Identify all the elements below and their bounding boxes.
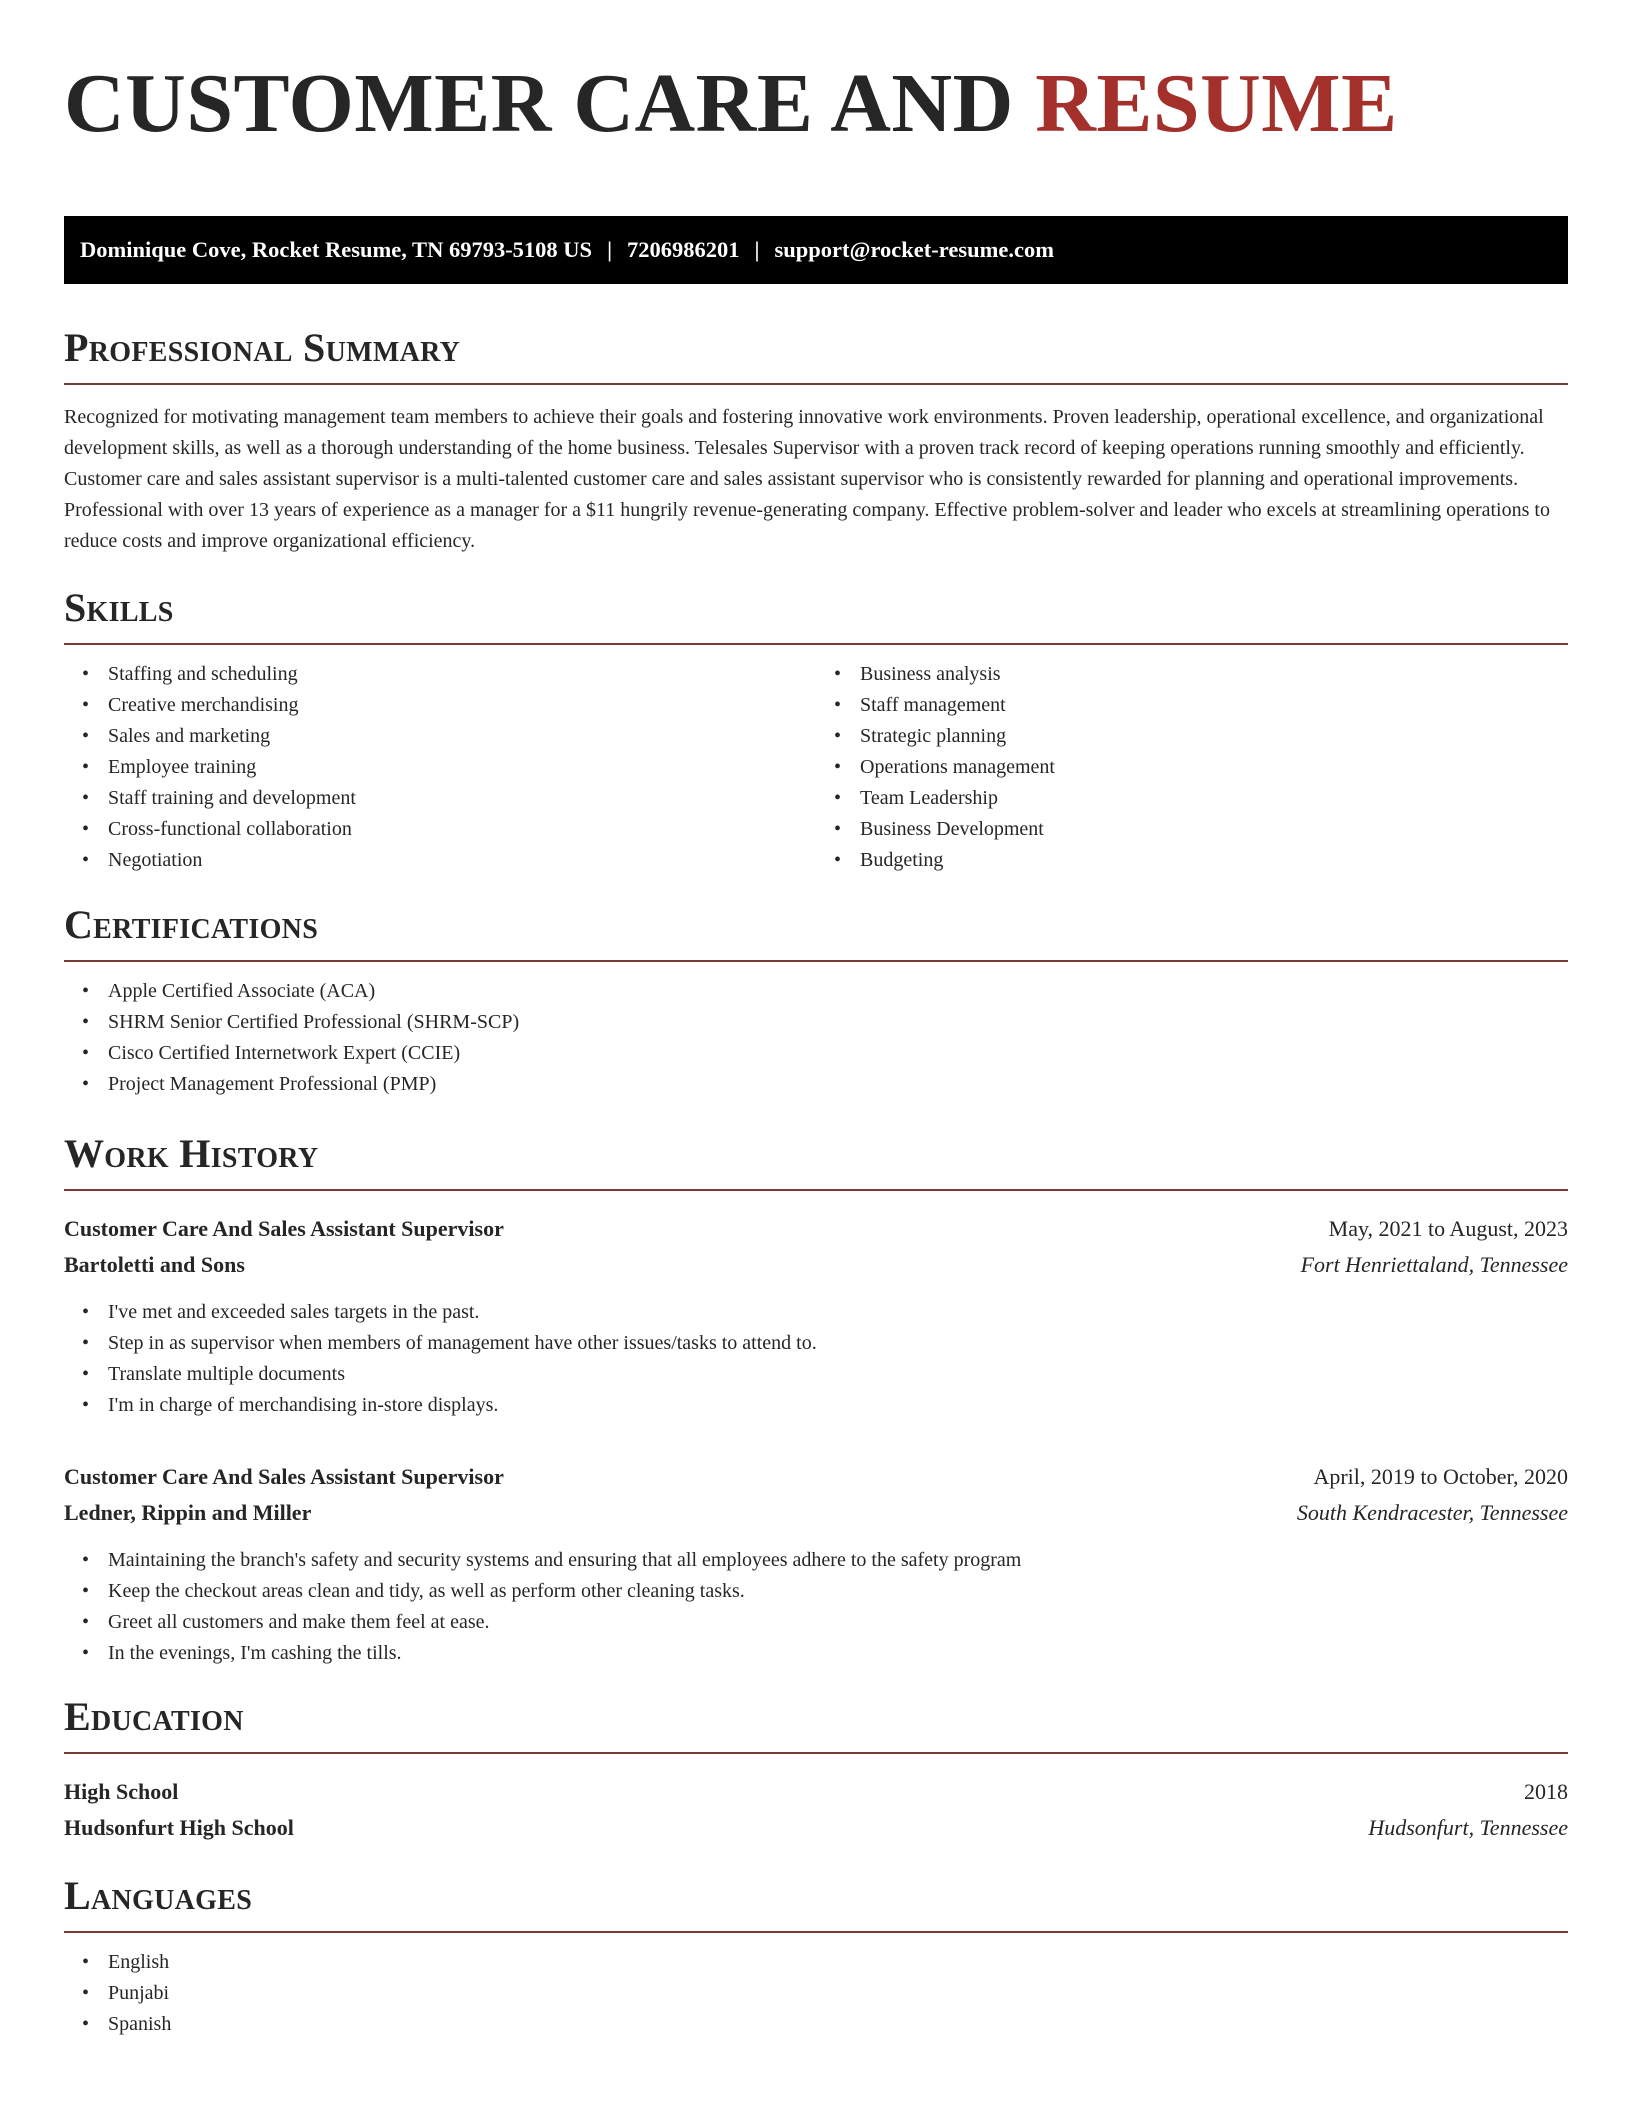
skill-item: • Creative merchandising [108,690,816,721]
job-role: Customer Care And Sales Assistant Supervisor [64,1216,504,1241]
education-school-row [64,1810,1568,1846]
languages-list [64,1947,1568,2040]
summary-title: Professional Summary [64,325,461,370]
summary-section [64,322,1568,557]
job-entry [64,1211,1568,1421]
skill-item: • Cross-functional collaboration [108,814,816,845]
skills-section [64,582,1568,876]
job-duty: • Maintaining the branch's safety and security systems and ensuring that all employees adhere to the safety program [108,1545,1568,1576]
job-location: South Kendracester, Tennessee [1296,1500,1568,1525]
education-section [64,1691,1568,1846]
skill-item: • Negotiation [108,845,816,876]
job-duties-list [64,1545,1568,1669]
contact-address: Dominique Cove, Rocket Resume, TN 69793-5108 US [80,237,593,262]
section-divider [64,960,1568,962]
job-duty: • Translate multiple documents [108,1359,1568,1390]
job-role: Customer Care And Sales Assistant Supervisor [64,1464,504,1489]
name-main: CUSTOMER CARE AND [64,57,1014,150]
skill-item: • Staff training and development [108,783,816,814]
section-divider [64,1189,1568,1191]
contact-separator: | [754,237,760,262]
education-degree: High School [64,1779,179,1804]
name-accent: RESUME [1035,57,1398,150]
skill-item: • Business analysis [860,659,1568,690]
skills-list-left [64,659,816,876]
language-item: • English [108,1947,1568,1978]
job-dates: May, 2021 to August, 2023 [1328,1216,1568,1241]
skills-list-right [816,659,1568,876]
job-company-row [64,1247,1568,1283]
certifications-section [64,899,1568,1100]
job-duty: • I'm in charge of merchandising in-store displays. [108,1390,1568,1421]
section-divider [64,1931,1568,1933]
language-item: • Punjabi [108,1978,1568,2009]
resume-name-heading [64,0,1568,176]
job-dates: April, 2019 to October, 2020 [1313,1464,1568,1489]
education-school: Hudsonfurt High School [64,1815,294,1840]
skill-item: • Budgeting [860,845,1568,876]
work-history-section [64,1128,1568,1669]
skill-item: • Staff management [860,690,1568,721]
job-entry [64,1459,1568,1669]
skills-grid [64,645,1568,876]
skill-item: • Business Development [860,814,1568,845]
skill-item: • Operations management [860,752,1568,783]
language-item: • Spanish [108,2009,1568,2040]
certification-item: • Cisco Certified Internetwork Expert (CCIE) [108,1038,1568,1069]
job-header-row [64,1211,1568,1247]
contact-email: support@rocket-resume.com [774,237,1054,262]
job-location: Fort Henriettaland, Tennessee [1300,1252,1568,1277]
section-divider [64,1752,1568,1754]
contact-phone: 7206986201 [627,237,740,262]
job-company-row [64,1495,1568,1531]
job-duty: • I've met and exceeded sales targets in the past. [108,1297,1568,1328]
job-header-row [64,1459,1568,1495]
job-duty: • Step in as supervisor when members of management have other issues/tasks to attend to. [108,1328,1568,1359]
job-company: Ledner, Rippin and Miller [64,1500,312,1525]
certification-item: • Apple Certified Associate (ACA) [108,976,1568,1007]
languages-title: Languages [64,1873,253,1918]
job-duties-list [64,1297,1568,1421]
contact-bar [64,216,1568,284]
education-title: Education [64,1694,244,1739]
certifications-title: Certifications [64,902,319,947]
skill-item: • Employee training [108,752,816,783]
job-duty: • In the evenings, I'm cashing the tills. [108,1638,1568,1669]
contact-separator: | [607,237,613,262]
certification-item: • SHRM Senior Certified Professional (SHRM-SCP) [108,1007,1568,1038]
job-company: Bartoletti and Sons [64,1252,245,1277]
education-degree-row [64,1774,1568,1810]
section-divider [64,383,1568,385]
education-location: Hudsonfurt, Tennessee [1368,1815,1568,1840]
skill-item: • Team Leadership [860,783,1568,814]
job-duty: • Keep the checkout areas clean and tidy, as well as perform other cleaning tasks. [108,1576,1568,1607]
certification-item: • Project Management Professional (PMP) [108,1069,1568,1100]
education-year: 2018 [1524,1779,1568,1804]
skill-item: • Sales and marketing [108,721,816,752]
education-entry [64,1774,1568,1846]
job-duty: • Greet all customers and make them feel at ease. [108,1607,1568,1638]
skill-item: • Strategic planning [860,721,1568,752]
languages-section [64,1870,1568,2040]
skill-item: • Staffing and scheduling [108,659,816,690]
summary-text: Recognized for motivating management team members to achieve their goals and fostering innovative work environments. Proven leadership, operational excellence, and organizational development skills, as well as a thorough understanding of the home business. Telesales Supervisor with a proven track record of keeping operations running smoothly and efficiently. Customer care and sales assistant supervisor is a multi-talented customer care and sales assistant supervisor who is consistently rewarded for planning and operational improvements. Professional with over 13 years of experience as a manager for a $11 hungrily revenue-generating company. Effective problem-solver and leader who excels at streamlining operations to reduce costs and improve organizational efficiency. [64,406,1550,552]
skills-title: Skills [64,585,174,630]
certifications-list [64,976,1568,1100]
work-history-title: Work History [64,1131,319,1176]
